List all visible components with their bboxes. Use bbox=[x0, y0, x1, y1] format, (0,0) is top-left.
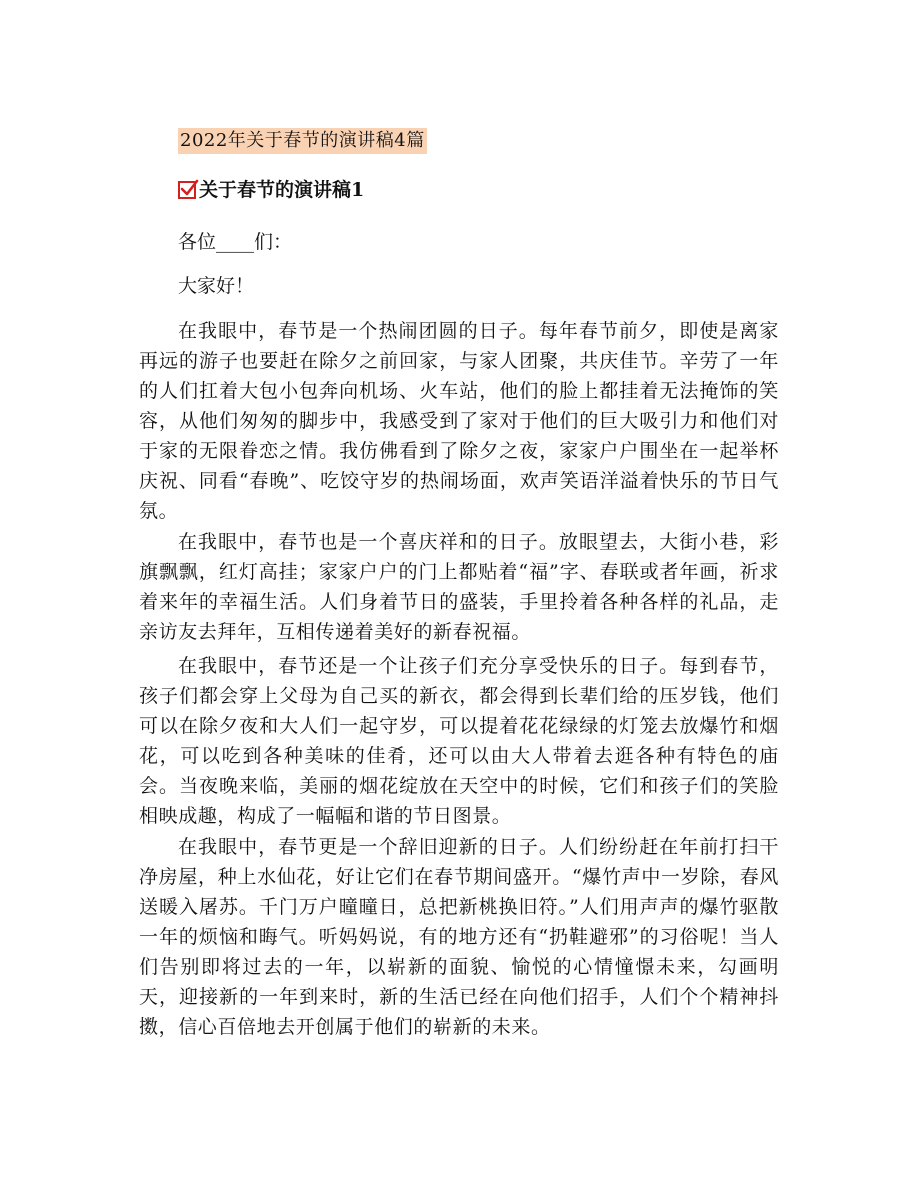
section-heading-text: 关于春节的演讲稿1 bbox=[199, 179, 365, 201]
paragraph-1: 在我眼中，春节是一个热闹团圆的日子。每年春节前夕，即使是离家再远的游子也要赶在除夕之前回家，与家人团聚，共庆佳节。辛劳了一年的人们扛着大包小包奔向机场、火车站，他们的脸上都挂着无法掩饰的笑容，从他们匆匆的脚步中，我感受到了家对于他们的巨大吸引力和他们对于家的无限眷恋之情。我仿佛看到了除夕之夜，家家户户围坐在一起举杯庆祝、同看“春晚”、吃饺守岁的热闹场面，欢声笑语洋溢着快乐的节日气氛。 bbox=[139, 320, 779, 522]
checkbox-checked-icon bbox=[178, 181, 196, 199]
document-title: 2022年关于春节的演讲稿4篇 bbox=[178, 128, 427, 154]
paragraph-2: 在我眼中，春节也是一个喜庆祥和的日子。放眼望去，大街小巷，彩旗飘飘，红灯高挂；家家户户的门上都贴着“福”字、春联或者年画，祈求着来年的幸福生活。人们身着节日的盛装，手里拎着各种各样的礼品，走亲访友去拜年，互相传递着美好的新春祝福。 bbox=[139, 531, 779, 643]
section-heading bbox=[178, 176, 364, 204]
salutation: 各位____们： bbox=[178, 231, 293, 253]
paragraph-3: 在我眼中，春节还是一个让孩子们充分享受快乐的日子。每到春节，孩子们都会穿上父母为自己买的新衣，都会得到长辈们给的压岁钱，他们可以在除夕夜和大人们一起守岁，可以提着花花绿绿的灯笼去放爆竹和烟花，可以吃到各种美味的佳肴，还可以由大人带着去逛各种有特色的庙会。当夜晚来临，美丽的烟花绽放在天空中的时候，它们和孩子们的笑脸相映成趣，构成了一幅幅和谐的节日图景。 bbox=[139, 655, 779, 827]
greeting: 大家好！ bbox=[178, 275, 255, 297]
paragraph-4: 在我眼中，春节更是一个辞旧迎新的日子。人们纷纷赶在年前打扫干净房屋，种上水仙花，好让它们在春节期间盛开。“爆竹声中一岁除，春风送暖入屠苏。千门万户曈曈日，总把新桃换旧符。”人们用声声的爆竹驱散一年的烦恼和晦气。听妈妈说，有的地方还有“扔鞋避邪”的习俗呢！当人们告别即将过去的一年，以崭新的面貌、愉悦的心情憧憬未来，勾画明天，迎接新的一年到来时，新的生活已经在向他们招手，人们个个精神抖擞，信心百倍地去开创属于他们的崭新的未来。 bbox=[139, 836, 779, 1038]
